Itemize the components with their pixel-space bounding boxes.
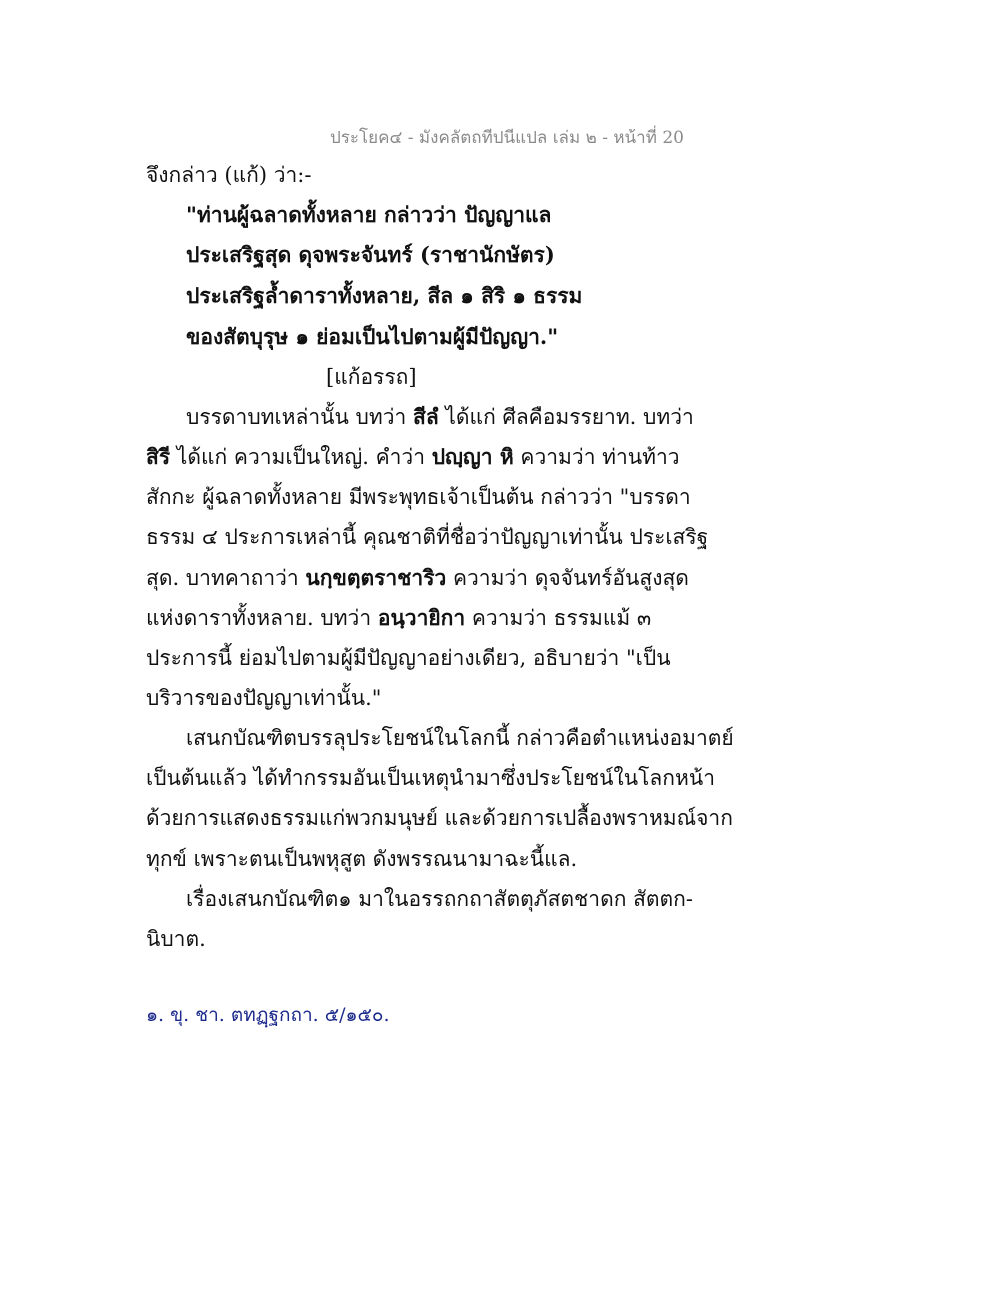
commentary-line: บริวารของปัญญาเท่านั้น." <box>146 686 382 710</box>
text-run: สุด. บาทคาถาว่า <box>146 566 306 590</box>
running-header: ประโยค๔ - มังคลัตถทีปนีแปล เล่ม ๒ - หน้าที่ 20 <box>330 128 684 148</box>
pali-term: สีลํ <box>413 404 439 429</box>
paragraph-line: เป็นต้นแล้ว ได้ทำกรรมอันเป็นเหตุนำมาซึ่งประโยชน์ในโลกหน้า <box>146 766 715 790</box>
text-run: ได้แก่ ศีลคือมรรยาท. บทว่า <box>438 405 694 429</box>
verse-line: ประเสริฐสุด ดุจพระจันทร์ (ราชานักษัตร) <box>186 242 555 267</box>
text-run: บรรดาบทเหล่านั้น บทว่า <box>186 405 413 429</box>
verse-line: ประเสริฐล้ำดาราทั้งหลาย, สีล ๑ สิริ ๑ ธรรม <box>186 283 583 308</box>
commentary-line <box>146 563 689 593</box>
pali-term: นกฺขตฺตราชาริว <box>305 565 447 590</box>
commentary-line <box>186 402 694 432</box>
paragraph-line: เรื่องเสนกบัณฑิต๑ มาในอรรถกถาสัตตุภัสตชาดก สัตตก- <box>186 887 693 911</box>
paragraph-line: นิบาต. <box>146 927 206 951</box>
commentary-line <box>146 442 680 472</box>
footnote: ๑. ขุ. ชา. ตทฏฺฐกถา. ๕/๑๕๐. <box>146 1004 390 1026</box>
text-run: แห่งดาราทั้งหลาย. บทว่า <box>146 606 378 630</box>
verse-line: "ท่านผู้ฉลาดทั้งหลาย กล่าวว่า ปัญญาแล <box>186 202 552 227</box>
commentary-line: ธรรม ๔ ประการเหล่านี้ คุณชาติที่ชื่อว่าปัญญาเท่านั้น ประเสริฐ <box>146 525 709 549</box>
paragraph-line: ทุกข์ เพราะตนเป็นพหุสูต ดังพรรณนามาฉะนี้แล. <box>146 847 578 871</box>
text-run: ความว่า ธรรมแม้ ๓ <box>465 606 652 630</box>
paragraph-line: เสนกบัณฑิตบรรลุประโยชน์ในโลกนี้ กล่าวคือตำแหน่งอมาตย์ <box>186 726 734 750</box>
text-run: ได้แก่ ความเป็นใหญ่. คำว่า <box>170 445 432 469</box>
section-label: [แก้อรรถ] <box>326 365 417 389</box>
intro-line: จึงกล่าว (แก้) ว่า:- <box>146 163 312 187</box>
pali-term: อนฺวายิกา <box>377 605 466 630</box>
commentary-line <box>146 603 651 633</box>
text-run: ความว่า ท่านท้าว <box>513 445 680 469</box>
pali-term: สิรี <box>146 444 171 469</box>
verse-line: ของสัตบุรุษ ๑ ย่อมเป็นไปตามผู้มีปัญญา." <box>186 324 559 349</box>
pali-term: ปญฺญา หิ <box>431 444 514 469</box>
text-run: ความว่า ดุจจันทร์อันสูงสุด <box>446 566 689 590</box>
commentary-line: ประการนี้ ย่อมไปตามผู้มีปัญญาอย่างเดียว, อธิบายว่า "เป็น <box>146 646 671 670</box>
paragraph-line: ด้วยการแสดงธรรมแก่พวกมนุษย์ และด้วยการเปลื้องพราหมณ์จาก <box>146 806 733 830</box>
commentary-line: สักกะ ผู้ฉลาดทั้งหลาย มีพระพุทธเจ้าเป็นต้น กล่าวว่า "บรรดา <box>146 485 691 509</box>
